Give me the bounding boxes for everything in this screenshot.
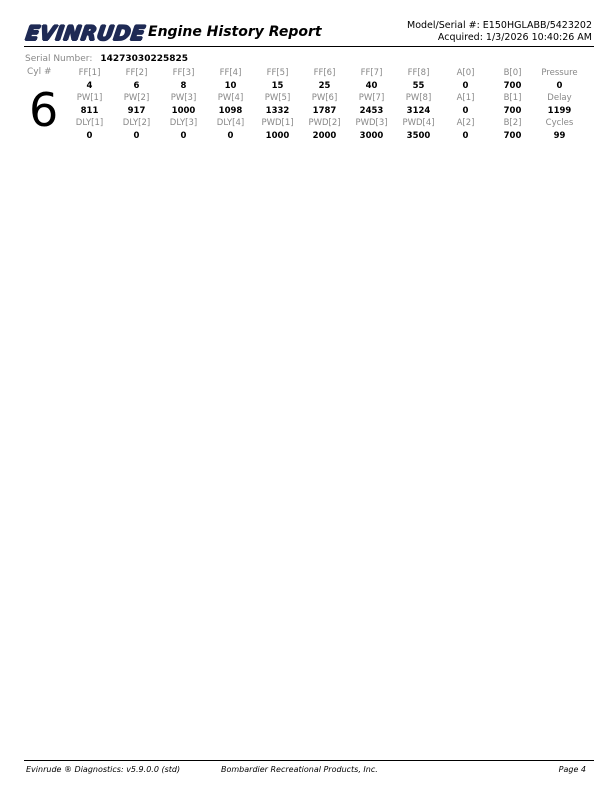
parameter-value: 15 [271, 80, 284, 91]
serial-number-row [25, 54, 188, 64]
parameter-value: 3500 [406, 130, 431, 141]
serial-number-value: 14273030225825 [100, 54, 189, 64]
parameter-value: 0 [180, 130, 187, 141]
parameter-label: B[0] [503, 68, 522, 78]
parameter-value: 25 [318, 80, 331, 91]
serial-number-label: Serial Number: [25, 54, 93, 64]
parameter-value: 8 [180, 80, 187, 91]
parameter-value: 55 [412, 80, 425, 91]
parameter-label-row [66, 92, 583, 105]
parameter-value: 1000 [265, 130, 290, 141]
footer-version: Evinrude ® Diagnostics: v5.9.0.0 (std) [26, 765, 181, 774]
parameter-value-row [66, 130, 583, 143]
parameter-value: 0 [462, 105, 469, 116]
parameter-value: 0 [133, 130, 140, 141]
parameter-label: PW[8] [405, 93, 432, 103]
parameter-label: FF[5] [266, 68, 289, 78]
evinrude-logo: EVINRUDE [24, 21, 147, 45]
parameter-label: PW[4] [217, 93, 244, 103]
parameter-value: 2000 [312, 130, 337, 141]
model-serial: Model/Serial #: E150HGLABB/5423202 [407, 20, 592, 31]
parameter-label: Cycles [545, 118, 574, 128]
parameter-label: FF[8] [407, 68, 430, 78]
parameter-value: 99 [553, 130, 566, 141]
acquired-timestamp: Acquired: 1/3/2026 10:40:26 AM [437, 32, 592, 43]
parameter-value: 1332 [265, 105, 290, 116]
parameter-value: 0 [556, 80, 563, 91]
parameter-label: DLY[2] [122, 118, 151, 128]
parameter-label: PW[6] [311, 93, 338, 103]
parameter-label: FF[2] [125, 68, 148, 78]
parameter-label: PW[7] [358, 93, 385, 103]
cylinder-parameter-table [66, 67, 583, 142]
parameter-label: PWD[2] [308, 118, 341, 128]
parameter-label: PW[1] [76, 93, 103, 103]
parameter-label: FF[1] [78, 68, 101, 78]
parameter-label: A[2] [456, 118, 475, 128]
cylinder-label: Cyl # [27, 67, 52, 77]
parameter-value: 0 [462, 130, 469, 141]
cylinder-number: 6 [29, 83, 59, 137]
parameter-label: PW[2] [123, 93, 150, 103]
parameter-value: 40 [365, 80, 378, 91]
report-footer [24, 760, 594, 774]
parameter-label: A[0] [456, 68, 475, 78]
parameter-value-row [66, 80, 583, 93]
parameter-value: 10 [224, 80, 237, 91]
parameter-value: 0 [227, 130, 234, 141]
parameter-value: 6 [133, 80, 140, 91]
parameter-value: 1000 [171, 105, 196, 116]
parameter-value: 0 [462, 80, 469, 91]
parameter-value: 1787 [312, 105, 337, 116]
report-title: Engine History Report [148, 24, 322, 40]
parameter-label: PWD[1] [261, 118, 294, 128]
parameter-label: PW[3] [170, 93, 197, 103]
parameter-label: Delay [547, 93, 572, 103]
parameter-label: DLY[1] [75, 118, 104, 128]
parameter-value: 3124 [406, 105, 431, 116]
parameter-value: 700 [503, 80, 522, 91]
parameter-label: PWD[3] [355, 118, 388, 128]
parameter-value: 2453 [359, 105, 384, 116]
footer-company: Bombardier Recreational Products, Inc. [221, 765, 378, 774]
parameter-value: 1098 [218, 105, 243, 116]
parameter-label: FF[6] [313, 68, 336, 78]
parameter-value: 811 [80, 105, 99, 116]
parameter-label: FF[7] [360, 68, 383, 78]
report-header [24, 20, 594, 47]
parameter-label: DLY[4] [216, 118, 245, 128]
parameter-value: 3000 [359, 130, 384, 141]
parameter-label: Pressure [541, 68, 578, 78]
parameter-value: 700 [503, 130, 522, 141]
parameter-label: FF[4] [219, 68, 242, 78]
parameter-label: FF[3] [172, 68, 195, 78]
parameter-value: 1199 [547, 105, 572, 116]
parameter-value: 700 [503, 105, 522, 116]
parameter-label: PWD[4] [402, 118, 435, 128]
footer-page-number: Page 4 [558, 765, 586, 774]
parameter-value: 917 [127, 105, 146, 116]
parameter-value: 4 [86, 80, 93, 91]
parameter-value-row [66, 105, 583, 118]
parameter-label: B[1] [503, 93, 522, 103]
parameter-label-row [66, 117, 583, 130]
parameter-label: DLY[3] [169, 118, 198, 128]
parameter-label: B[2] [503, 118, 522, 128]
parameter-label: PW[5] [264, 93, 291, 103]
engine-meta [407, 20, 592, 44]
parameter-value: 0 [86, 130, 93, 141]
parameter-label: A[1] [456, 93, 475, 103]
parameter-label-row [66, 67, 583, 80]
